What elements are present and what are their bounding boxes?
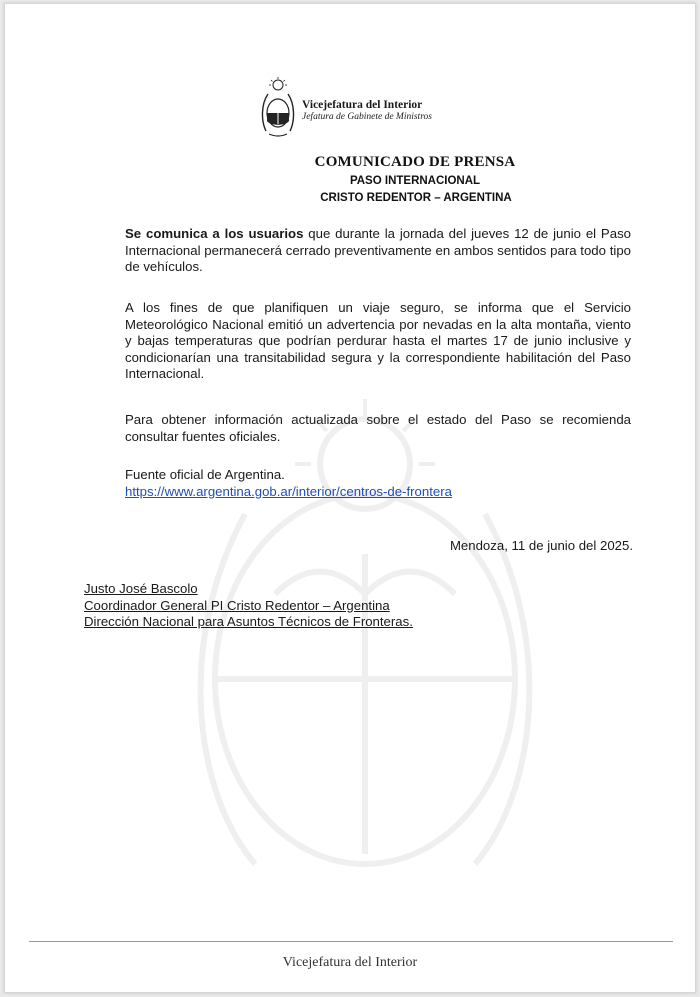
org-title: Vicejefatura del Interior <box>302 99 423 111</box>
signature-block <box>84 581 413 631</box>
source-label: Fuente oficial de Argentina. <box>125 467 285 482</box>
communique-title: COMUNICADO DE PRENSA <box>314 154 516 170</box>
weather-paragraph: A los fines de que planifiquen un viaje seguro, se informa que el Servicio Meteorológico Nacional emitió un advertencia por nevadas en la alta montaña, viento y bajas temperaturas que podrían perdurar hasta el martes 17 de junio inclusive y condicionarían una transitabilidad segura y la correspondiente habilitación del Paso Internacional. <box>125 300 631 381</box>
footer-text: Vicejefatura del Interior <box>282 955 418 970</box>
communique-subtitle-2: CRISTO REDENTOR – ARGENTINA <box>320 192 512 204</box>
national-coat-of-arms-icon <box>260 76 296 140</box>
signatory-name: Justo José Bascolo <box>84 581 198 596</box>
communique-subtitle-1: PASO INTERNACIONAL <box>349 175 481 187</box>
closure-paragraph <box>125 226 631 276</box>
org-subtitle: Jefatura de Gabinete de Ministros <box>302 112 432 122</box>
document-page <box>4 3 696 993</box>
date-line: Mendoza, 11 de junio del 2025. <box>449 538 633 553</box>
footer-divider <box>29 941 673 942</box>
info-paragraph: Para obtener información actualizada sobre el estado del Paso se recomienda consultar fuentes oficiales. <box>125 412 631 444</box>
closure-lead: Se comunica a los usuarios <box>125 226 304 241</box>
signatory-office: Dirección Nacional para Asuntos Técnicos de Fronteras. <box>84 614 413 629</box>
source-link[interactable]: https://www.argentina.gob.ar/interior/centros-de-frontera <box>125 483 452 499</box>
closure-text: que durante la jornada del jueves 12 de junio el Paso Internacional permanecerá cerrado preventivamente en ambos sentidos para todo tipo de vehículos. <box>125 226 631 274</box>
source-block <box>125 467 631 500</box>
signatory-role: Coordinador General PI Cristo Redentor – Argentina <box>84 597 390 613</box>
